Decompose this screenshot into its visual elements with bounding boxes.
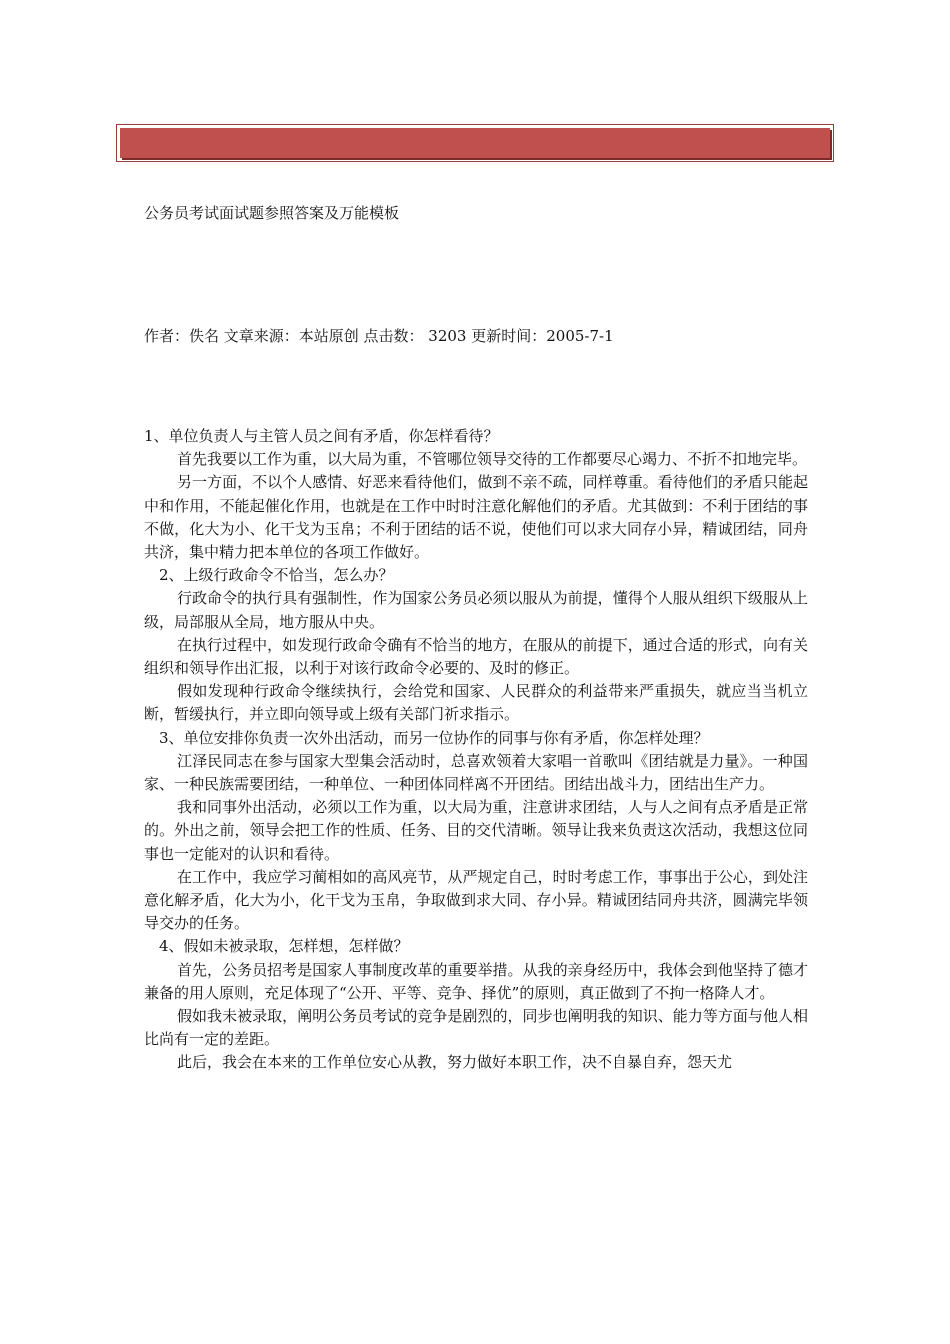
question-3: 3、单位安排你负责一次外出活动，而另一位协作的同事与你有矛盾，你怎样处理？ xyxy=(159,728,709,747)
answer-paragraph: 我和同事外出活动，必须以工作为重，以大局为重，注意讲求团结，人与人之间有点矛盾是正常的。外出之前，领导会把工作的性质、任务、目的交代清晰。领导让我来负责这次活动，我想这位同事也一定能对的认识和看待。 xyxy=(144,798,808,863)
header-banner-fill xyxy=(120,128,830,158)
article-body xyxy=(144,425,808,1075)
answer-paragraph: 首先，公务员招考是国家人事制度改革的重要举措。从我的亲身经历中，我体会到他坚持了德才兼备的用人原则，充足体现了“公开、平等、竞争、择优”的原则，真正做到了不拘一格降人才。 xyxy=(144,960,808,1002)
answer-paragraph: 此后，我会在本来的工作单位安心从教，努力做好本职工作，决不自暴自弃，怨天尤 xyxy=(177,1053,733,1072)
answer-paragraph: 江泽民同志在参与国家大型集会活动时，总喜欢领着大家唱一首歌叫《团结就是力量》。一种国家、一种民族需要团结，一种单位、一种团体同样离不开团结。团结出战斗力，团结出生产力。 xyxy=(144,751,808,794)
article-meta: 作者：佚名 文章来源：本站原创 点击数： 3203 更新时间：2005-7-1 xyxy=(144,327,614,345)
question-4: 4、假如未被录取，怎样想，怎样做？ xyxy=(159,937,409,956)
header-banner xyxy=(116,124,834,162)
answer-paragraph: 假如发现种行政命令继续执行，会给党和国家、人民群众的利益带来严重损失，就应当当机立断，暂缓执行，并立即向领导或上级有关部门祈求指示。 xyxy=(144,682,808,724)
answer-paragraph: 行政命令的执行具有强制性，作为国家公务员必须以服从为前提，懂得个人服从组织下级服从上级，局部服从全局，地方服从中央。 xyxy=(144,589,808,631)
question-2: 2、上级行政命令不恰当，怎么办？ xyxy=(159,566,394,585)
answer-paragraph: 首先我要以工作为重，以大局为重，不管哪位领导交待的工作都要尽心竭力、不折不扣地完毕。 xyxy=(177,450,808,469)
answer-paragraph: 在工作中，我应学习蔺相如的高风亮节，从严规定自己，时时考虑工作，事事出于公心，到处注意化解矛盾，化大为小，化干戈为玉帛，争取做到求大同、存小异。精诚团结同舟共济，圆满完毕领导交办的任务。 xyxy=(144,867,808,933)
answer-paragraph: 在执行过程中，如发现行政命令确有不恰当的地方，在服从的前提下，通过合适的形式，向有关组织和领导作出汇报，以利于对该行政命令必要的、及时的修正。 xyxy=(144,635,808,678)
question-1: 1、单位负责人与主管人员之间有矛盾，你怎样看待？ xyxy=(144,427,499,445)
document-title: 公务员考试面试题参照答案及万能模板 xyxy=(144,204,400,222)
answer-paragraph: 另一方面，不以个人感情、好恶来看待他们，做到不亲不疏，同样尊重。看待他们的矛盾只能起中和作用，不能起催化作用，也就是在工作中时时注意化解他们的矛盾。尤其做到：不利于团结的事不做，化大为小、化干戈为玉帛；不利于团结的话不说，使他们可以求大同存小异，精诚团结，同舟共济，集中精力把本单位的各项工作做好。 xyxy=(144,473,808,562)
answer-paragraph: 假如我未被录取，阐明公务员考试的竞争是剧烈的，同步也阐明我的知识、能力等方面与他人相比尚有一定的差距。 xyxy=(144,1007,808,1049)
